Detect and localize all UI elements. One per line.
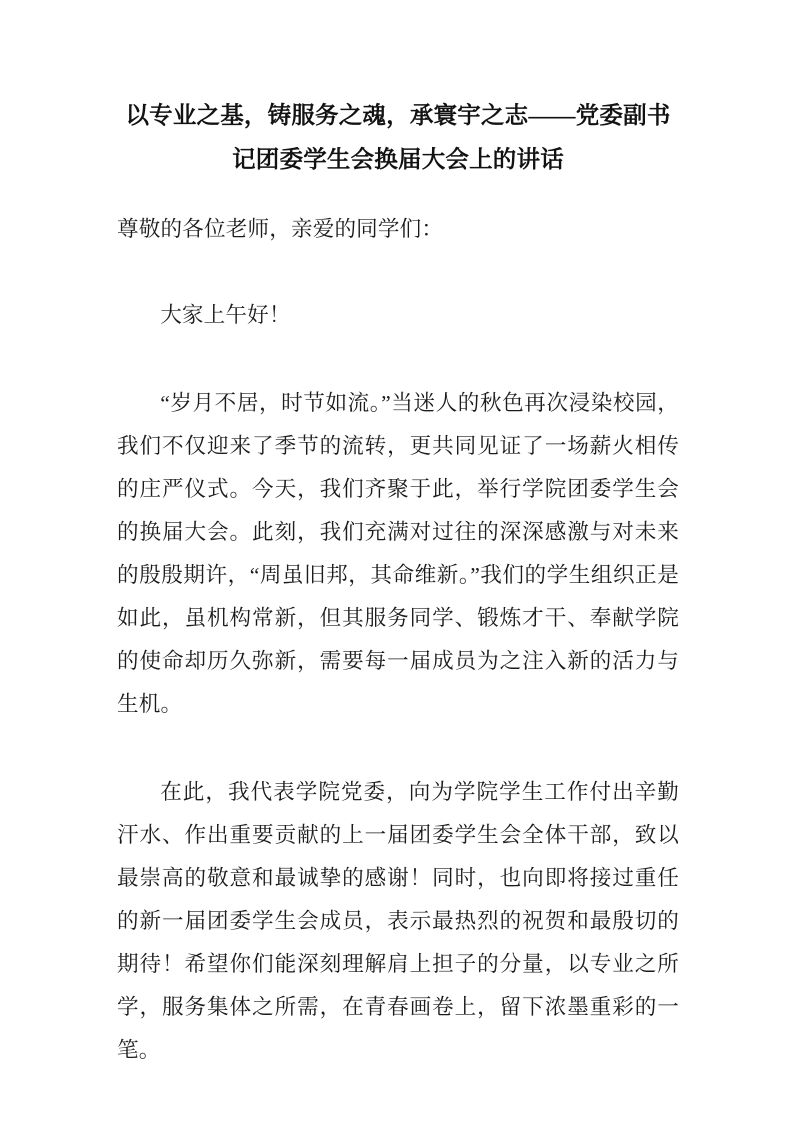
body-paragraph-2: 在此，我代表学院党委，向为学院学生工作付出辛勤汗水、作出重要贡献的上一届团委学生会全体干部，致以最崇高的敬意和最诚挚的感谢！同时，也向即将接过重任的新一届团委学生会成员，表示最热烈的祝贺和最殷切的期待！希望你们能深刻理解肩上担子的分量，以专业之所学，服务集体之所需，在青春画卷上，留下浓墨重彩的一笔。 <box>117 780 679 1062</box>
page-title-line-2: 记团委学生会换届大会上的讲话 <box>232 147 564 173</box>
page-title <box>117 0 679 182</box>
document-body <box>117 208 679 1072</box>
salutation-line: 尊敬的各位老师，亲爱的同学们： <box>117 217 444 241</box>
body-paragraph-1: “岁月不居，时节如流。”当迷人的秋色再次浸染校园，我们不仅迎来了季节的流转，更共同见证了一场薪火相传的庄严仪式。今天，我们齐聚于此，举行学院团委学生会的换届大会。此刻，我们充满对过往的深深感激与对未来的殷殷期许，“周虽旧邦，其命维新。”我们的学生组织正是如此，虽机构常新，但其服务同学、锻炼才干、奉献学院的使命却历久弥新，需要每一届成员为之注入新的活力与生机。 <box>117 391 679 716</box>
page-title-line-1: 以专业之基，铸服务之魂，承寰宇之志——党委副书 <box>125 103 671 129</box>
greeting-line: 大家上午好！ <box>160 303 291 327</box>
document-content <box>117 0 679 1072</box>
